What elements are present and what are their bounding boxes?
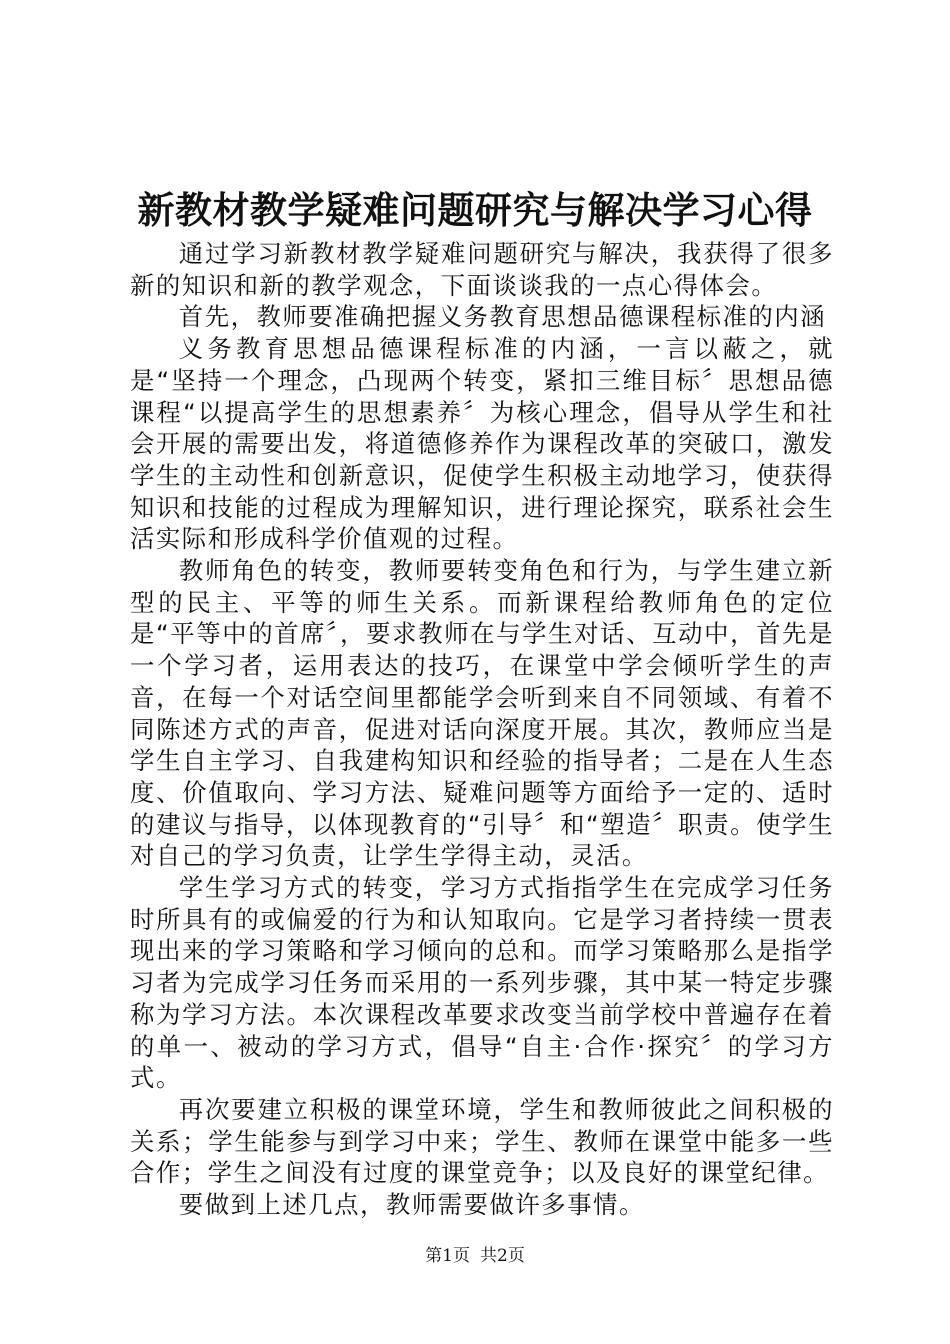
document-title: 新教材教学疑难问题研究与解决学习心得: [137, 188, 813, 232]
paragraph-curriculum-standard: 义务教育思想品德课程标准的内涵，一言以蔽之，就是“坚持一个理念，凸现两个转变，紧扣三维目标〞思想品德课程“以提高学生的思想素养〞为核心理念，倡导从学生和社会开展的需要出发，将道德修养作为课程改革的突破口，激发学生的主动性和创新意识，促使学生积极主动地学习，使获得知识和技能的过程成为理解知识，进行理论探究，联系社会生活实际和形成科学价值观的过程。: [130, 334, 834, 554]
paragraph-first-point: 首先，教师要准确把握义务教育思想品德课程标准的内涵: [178, 302, 827, 332]
paragraph-classroom-environment: 再次要建立积极的课堂环境，学生和教师彼此之间积极的关系；学生能参与到学习中来；学生、教师在课堂中能多一些合作；学生之间没有过度的课堂竞争；以及良好的课堂纪律。: [130, 1094, 834, 1188]
document-body: [130, 238, 834, 1221]
paragraph-intro: 通过学习新教材教学疑难问题研究与解决，我获得了很多新的知识和新的教学观念，下面谈谈我的一点心得体会。: [130, 239, 834, 300]
page-footer: [0, 1244, 950, 1268]
page-total: 共2页: [480, 1246, 525, 1266]
paragraph-teacher-role: 教师角色的转变，教师要转变角色和行为，与学生建立新型的民主、平等的师生关系。而新课程给教师角色的定位是“平等中的首席〞，要求教师在与学生对话、互动中，首先是一个学习者，运用表达的技巧，在课堂中学会倾听学生的声音，在每一个对话空间里都能学会听到来自不同领域、有着不同陈述方式的声音，促进对话向深度开展。其次，教师应当是学生自主学习、自我建构知识和经验的指导者；二是在人生态度、价值取向、学习方法、疑难问题等方面给予一定的、适时的建议与指导，以体现教育的“引导〞和“塑造〞职责。使学生对自己的学习负责，让学生学得主动，灵活。: [130, 556, 834, 871]
page-number: 第1页: [425, 1246, 470, 1266]
paragraph-conclusion: 要做到上述几点，教师需要做许多事情。: [178, 1190, 645, 1220]
paragraph-learning-style: 学生学习方式的转变，学习方式指指学生在完成学习任务时所具有的或偏爱的行为和认知取向。它是学习者持续一贯表现出来的学习策略和学习倾向的总和。而学习策略那么是指学习者为完成学习任务而采用的一系列步骤，其中某一特定步骤称为学习方法。本次课程改革要求改变当前学校中普遍存在着的单一、被动的学习方式，倡导“自主·合作·探究〞的学习方式。: [130, 873, 834, 1093]
